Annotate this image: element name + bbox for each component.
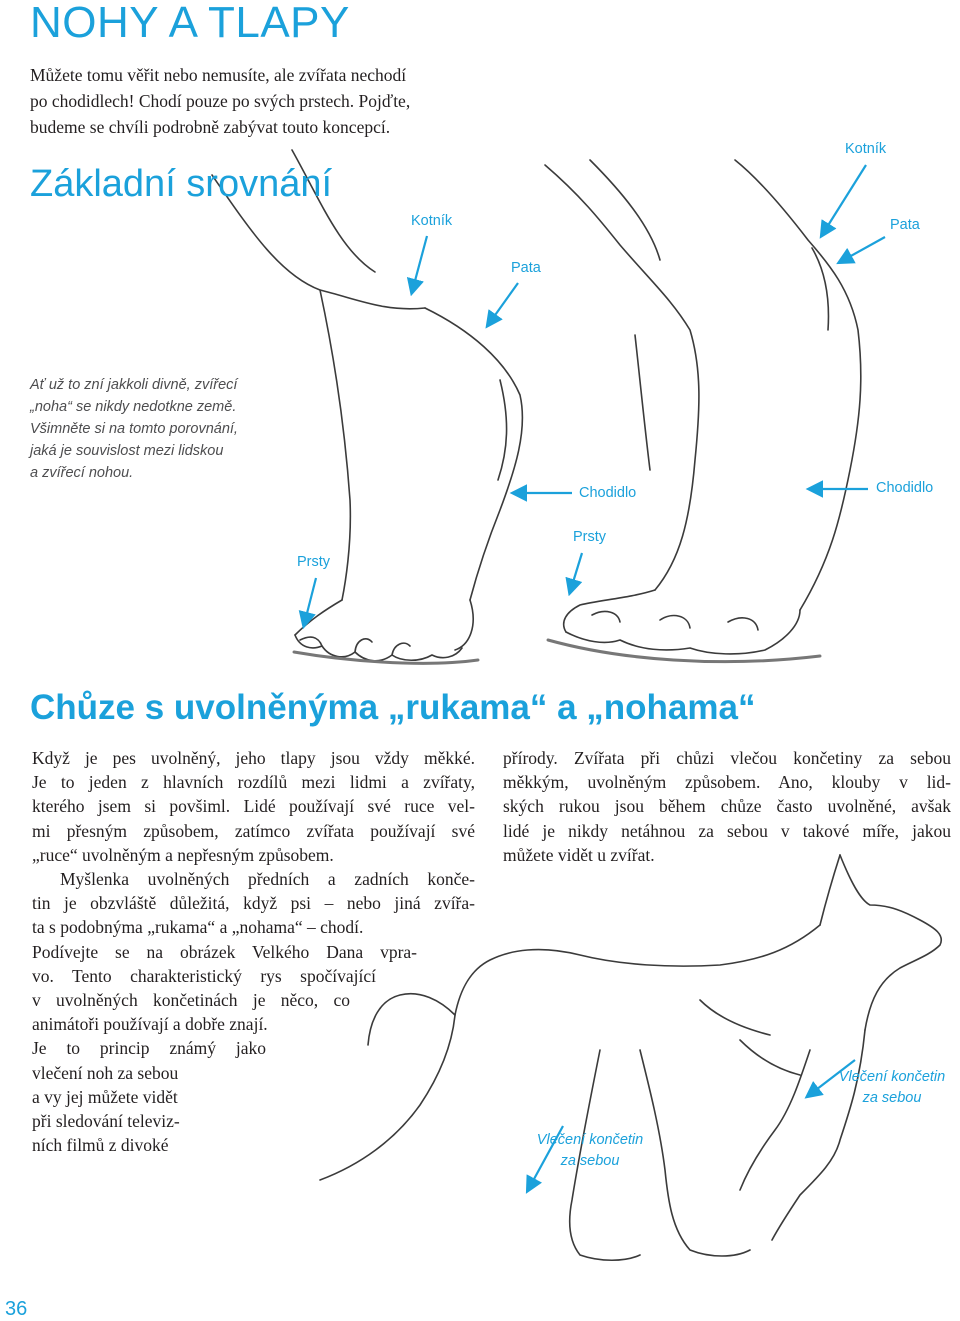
comparison-caption [30,374,290,484]
label-line: Vlečení končetin [536,1132,644,1148]
label-dragging-back-legs [832,1067,952,1109]
intro-paragraph [30,62,500,140]
body-line: Myšlenka uvolněných předních a zadních konče- [60,869,475,890]
body-line: lidé je nikdy netáhnou za sebou v takové míře, jakou [503,820,951,841]
body-line: ních filmů z divoké [32,1135,169,1156]
label-pata-dog: Pata [890,217,920,233]
body-column-2 [503,746,951,867]
body-line: Je to jeden z hlavních rozdílů mezi lidmi a zvířaty, [32,772,475,793]
label-prsty-dog: Prsty [573,529,607,545]
label-kotnik-human: Kotník [411,213,453,229]
caption-line: „noha“ se nikdy nedotkne země. [30,399,237,415]
body-line: Je to princip známý jako [32,1038,266,1059]
label-prsty-human: Prsty [297,554,331,570]
page-title: NOHY A TLAPY [30,0,350,47]
body-line: mi přesným způsobem, zatímco zvířata používají své [32,820,475,841]
body-line: v uvolněných končetinách je něco, co [32,990,350,1011]
body-column-1 [32,746,475,1157]
caption-line: a zvířecí nohou. [30,465,134,481]
body-line: a vy jej můžete vidět [32,1086,178,1107]
body-line: při sledování televiz- [32,1111,180,1132]
section-heading-walking: Chůze s uvolněnýma „rukama“ a „nohama“ [30,688,756,727]
body-line: vlečení noh za sebou [32,1062,179,1083]
label-line: Vlečení končetin [838,1069,946,1085]
label-chodidlo-dog: Chodidlo [876,480,934,496]
body-line: tin je obzvláště důležitá, když psi – nebo jiná zvířa- [32,893,475,914]
body-line: ta s podobnýma „rukama“ a „nohama“ – chodí. [32,917,364,938]
label-kotnik-dog: Kotník [845,141,887,157]
body-line: animátoři používají a dobře znají. [32,1014,268,1035]
caption-line: Všimněte si na tomto porovnání, [30,421,238,437]
body-line: kterého jsem si povšiml. Lidé používají své ruce vel- [32,796,475,817]
label-line: za sebou [560,1153,620,1169]
intro-line: Můžete tomu věřit nebo nemusíte, ale zvířata nechodí [30,65,407,85]
body-line: ských rukou jsou během chůze často uvolněné, avšak [503,796,951,817]
label-chodidlo-human: Chodidlo [579,485,637,501]
section-heading-comparison: Základní srovnání [30,163,333,205]
label-line: za sebou [862,1090,922,1106]
caption-line: Ať už to zní jakkoli divně, zvířecí [30,377,238,393]
body-line: vo. Tento charakteristický rys spočívající [32,965,376,986]
intro-line: budeme se chvíli podrobně zabývat touto koncepcí. [30,117,391,137]
label-dragging-front-legs [528,1130,652,1172]
page-number: 36 [5,1298,28,1320]
intro-line: po chodidlech! Chodí pouze po svých prstech. Pojďte, [30,91,411,111]
body-line: „ruce“ uvolněným a nepřesným způsobem. [32,844,334,865]
body-line: přírody. Zvířata při chůzi vlečou končetiny za sebou [503,748,951,768]
body-line: Když je pes uvolněný, jeho tlapy jsou vždy měkké. [32,748,475,768]
caption-line: jaká je souvislost mezi lidskou [30,443,224,459]
label-pata-human: Pata [511,260,541,276]
body-line: měkkým, uvolněným způsobem. Ano, klouby v lid- [503,772,951,793]
dog-leg-illustration [545,160,861,662]
body-line: Podívejte se na obrázek Velkého Dana vpra- [32,941,417,962]
body-line: můžete vidět u zvířat. [503,844,655,865]
